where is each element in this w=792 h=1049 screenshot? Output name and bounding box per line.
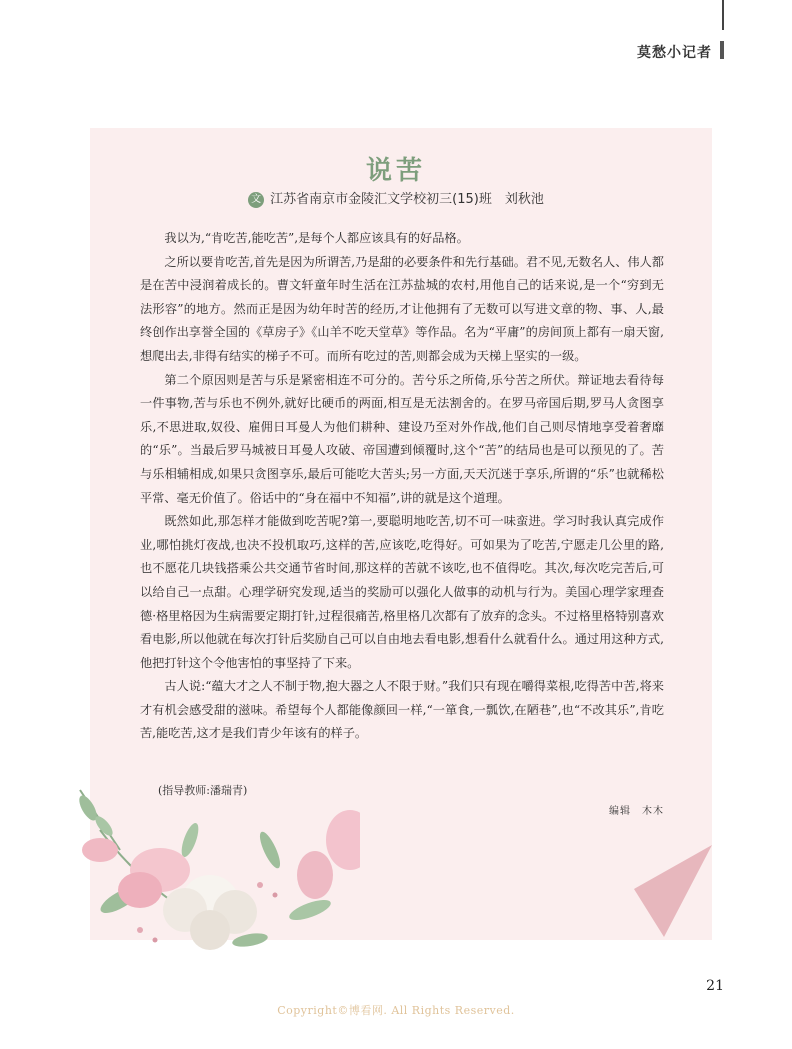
flower-decoration-icon (60, 780, 360, 960)
article-body (140, 227, 664, 746)
paragraph: 我以为,“肯吃苦,能吃苦”,是每个人都应该具有的好品格。 (164, 231, 469, 245)
top-divider-line (722, 0, 724, 30)
author-line (0, 188, 792, 208)
column-tag-bar (720, 41, 724, 59)
paragraph: 既然如此,那怎样才能做到吃苦呢?第一,要聪明地吃苦,切不可一味蛮进。学习时我认真完成作业,哪怕挑灯夜战,也决不投机取巧,这样的苦,应该吃,吃得好。可如果为了吃苦,宁愿走几公里的路,也不愿花几块钱搭乘公共交通节省时间,那这样的苦就不该吃,也不值得吃。其次,每次吃完苦后,可以给自己一点甜。心理学研究发现,适当的奖励可以强化人做事的动机与行为。美国心理学家理查德·格里格因为生病需要定期打针,过程很痛苦,格里格几次都有了放弃的念头。不过格里格特别喜欢看电影,所以他就在每次打针后奖励自己可以自由地去看电影,想看什么就看什么。通过用这种方式,他把打针这个令他害怕的事坚持了下来。 (140, 514, 664, 670)
copyright-notice: Copyright©博看网. All Rights Reserved. (277, 1004, 515, 1017)
column-tag: 莫愁小记者 (637, 45, 712, 61)
wen-badge-icon: 文 (248, 192, 264, 208)
page-number: 21 (706, 978, 724, 994)
paragraph: 第二个原因则是苦与乐是紧密相连不可分的。苦兮乐之所倚,乐兮苦之所伏。辩证地去看待每一件事物,苦与乐也不例外,就好比硬币的两面,相互是无法割舍的。在罗马帝国后期,罗马人贪图享乐,不思进取,奴役、雇佣日耳曼人为他们耕种、建设乃至对外作战,他们自己则尽情地享受着奢靡的“乐”。当最后罗马城被日耳曼人攻破、帝国遭到倾覆时,这个“苦”的结局也是可以预见的了。苦与乐相辅相成,如果只贪图享乐,最后可能吃大苦头;另一方面,天天沉迷于享乐,所谓的“乐”也就稀松平常、毫无价值了。俗话中的“身在福中不知福”,讲的就是这个道理。 (140, 372, 664, 505)
advisor-note: (指导教师:潘瑞青) (158, 784, 248, 797)
pink-triangle-decoration (634, 843, 714, 939)
article-title: 说苦 (365, 156, 426, 186)
paragraph: 之所以要肯吃苦,首先是因为所谓苦,乃是甜的必要条件和先行基础。君不见,无数名人、伟人都是在苦中浸润着成长的。曹文轩童年时生活在江苏盐城的农村,用他自己的话来说,是一个“穷到无法形容”的地方。然而正是因为幼年时苦的经历,才让他拥有了无数可以写进文章的物、事、人,最终创作出享誉全国的《草房子》《山羊不吃天堂草》等作品。名为“平庸”的房间顶上都有一扇天窗,想爬出去,非得有结实的梯子不可。而所有吃过的苦,则都会成为天梯上坚实的一级。 (140, 254, 664, 363)
editor-credit: 编辑 木木 (609, 806, 664, 817)
paragraph: 古人说:“蕴大才之人不制于物,抱大器之人不限于财。”我们只有现在嚼得菜根,吃得苦中苦,将来才有机会感受甜的滋味。希望每个人都能像颜回一样,“一箪食,一瓢饮,在陋巷”,也“不改其乐”,肯吃苦,能吃苦,这才是我们青少年该有的样子。 (140, 679, 664, 741)
author-text: 江苏省南京市金陵汇文学校初三(15)班 刘秋池 (270, 192, 544, 207)
